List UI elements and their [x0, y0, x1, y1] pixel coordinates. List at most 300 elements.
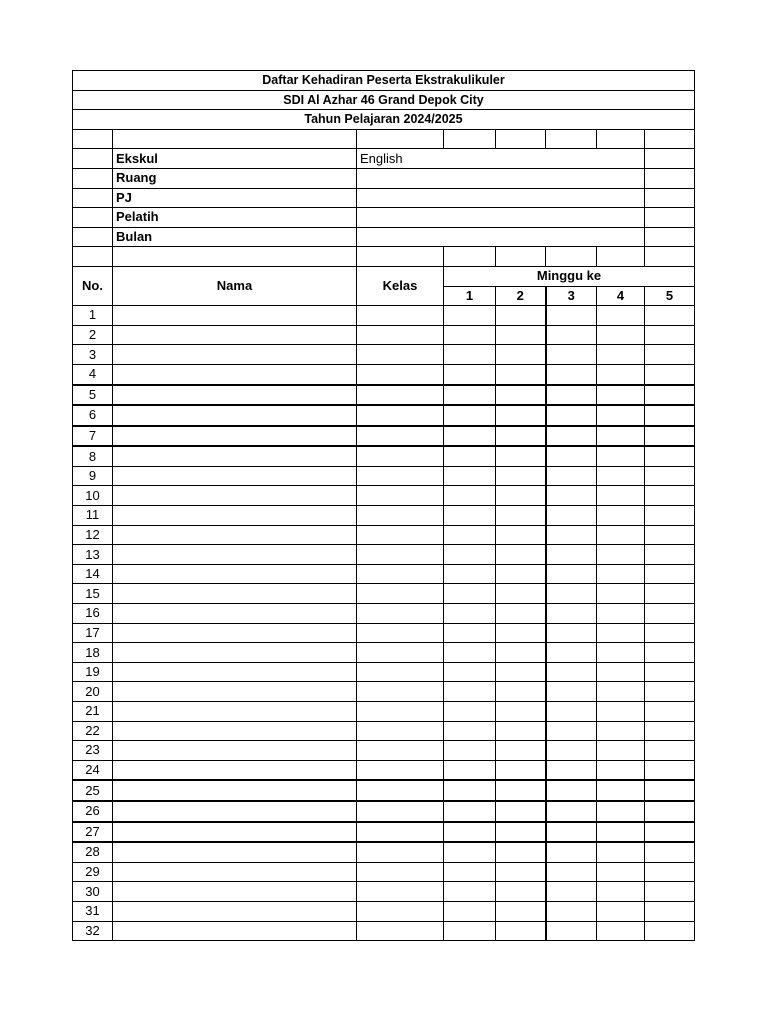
nama-cell[interactable]: [113, 643, 357, 663]
week-1-cell[interactable]: [444, 682, 496, 702]
week-2-cell[interactable]: [496, 345, 546, 365]
nama-cell[interactable]: [113, 506, 357, 526]
table-row: [73, 822, 695, 843]
pj-label: PJ: [113, 188, 357, 208]
week-5-cell[interactable]: [645, 584, 695, 604]
kelas-cell[interactable]: [357, 584, 444, 604]
table-row: [73, 780, 695, 801]
ruang-label: Ruang: [113, 168, 357, 188]
week-5-cell[interactable]: [645, 446, 695, 466]
table-row: [73, 564, 695, 584]
week-5-cell[interactable]: [645, 525, 695, 545]
week-4-cell[interactable]: [597, 901, 645, 921]
week-4-cell[interactable]: [597, 405, 645, 426]
week-5-cell[interactable]: [645, 882, 695, 902]
ekskul-value[interactable]: English: [357, 149, 645, 169]
week-1-cell[interactable]: [444, 584, 496, 604]
week-3-cell[interactable]: [546, 545, 597, 565]
week-4-cell[interactable]: [597, 584, 645, 604]
week-1-cell[interactable]: [444, 882, 496, 902]
nama-cell[interactable]: [113, 525, 357, 545]
row-number: 3: [73, 345, 113, 365]
week-1-cell[interactable]: [444, 643, 496, 663]
pj-value[interactable]: [357, 188, 645, 208]
week-4-cell[interactable]: [597, 822, 645, 843]
kelas-cell[interactable]: [357, 345, 444, 365]
pelatih-value[interactable]: [357, 208, 645, 228]
week-2-cell[interactable]: [496, 662, 546, 682]
row-number: 16: [73, 604, 113, 624]
week-5-cell[interactable]: [645, 741, 695, 761]
week-2-cell[interactable]: [496, 564, 546, 584]
kelas-cell[interactable]: [357, 760, 444, 780]
week-3-cell[interactable]: [546, 822, 597, 843]
nama-cell[interactable]: [113, 780, 357, 801]
week-5-cell[interactable]: [645, 604, 695, 624]
week-1-cell[interactable]: [444, 545, 496, 565]
week-4-cell[interactable]: [597, 682, 645, 702]
nama-cell[interactable]: [113, 306, 357, 326]
week-5-cell[interactable]: [645, 405, 695, 426]
week-4-cell[interactable]: [597, 325, 645, 345]
row-number: 18: [73, 643, 113, 663]
week-3-cell[interactable]: [546, 525, 597, 545]
week-4-cell[interactable]: [597, 643, 645, 663]
row-number: 23: [73, 741, 113, 761]
row-number: 5: [73, 385, 113, 406]
week-1-cell[interactable]: [444, 525, 496, 545]
bulan-value[interactable]: [357, 227, 645, 247]
nama-cell[interactable]: [113, 862, 357, 882]
row-number: 21: [73, 702, 113, 722]
kelas-cell[interactable]: [357, 506, 444, 526]
week-5-cell[interactable]: [645, 345, 695, 365]
table-row: [73, 446, 695, 466]
table-row: [73, 623, 695, 643]
kelas-cell[interactable]: [357, 385, 444, 406]
week-5-cell[interactable]: [645, 721, 695, 741]
week-3-cell[interactable]: [546, 506, 597, 526]
week-1-cell[interactable]: [444, 604, 496, 624]
week-4-cell[interactable]: [597, 721, 645, 741]
week-5-cell[interactable]: [645, 385, 695, 406]
week-5-cell[interactable]: [645, 325, 695, 345]
week-2-cell[interactable]: [496, 721, 546, 741]
kelas-cell[interactable]: [357, 901, 444, 921]
kelas-cell[interactable]: [357, 662, 444, 682]
week-5-cell[interactable]: [645, 643, 695, 663]
week-5-cell[interactable]: [645, 466, 695, 486]
row-number: 17: [73, 623, 113, 643]
week-2-header: 2: [496, 286, 546, 306]
week-1-cell[interactable]: [444, 623, 496, 643]
week-1-cell[interactable]: [444, 364, 496, 384]
week-2-cell[interactable]: [496, 506, 546, 526]
week-2-cell[interactable]: [496, 486, 546, 506]
row-number: 6: [73, 405, 113, 426]
kelas-cell[interactable]: [357, 702, 444, 722]
week-5-cell[interactable]: [645, 306, 695, 326]
table-row: [73, 862, 695, 882]
week-2-cell[interactable]: [496, 741, 546, 761]
week-3-cell[interactable]: [546, 682, 597, 702]
week-2-cell[interactable]: [496, 426, 546, 447]
table-row: [73, 760, 695, 780]
week-2-cell[interactable]: [496, 862, 546, 882]
week-3-cell[interactable]: [546, 623, 597, 643]
week-2-cell[interactable]: [496, 623, 546, 643]
week-3-cell[interactable]: [546, 760, 597, 780]
week-1-cell[interactable]: [444, 466, 496, 486]
week-4-cell[interactable]: [597, 760, 645, 780]
table-row: [73, 882, 695, 902]
row-number: 24: [73, 760, 113, 780]
kelas-cell[interactable]: [357, 623, 444, 643]
kelas-cell[interactable]: [357, 643, 444, 663]
week-3-cell[interactable]: [546, 564, 597, 584]
week-3-cell[interactable]: [546, 385, 597, 406]
week-5-cell[interactable]: [645, 545, 695, 565]
week-1-cell[interactable]: [444, 760, 496, 780]
table-row: [73, 385, 695, 406]
week-1-cell[interactable]: [444, 801, 496, 822]
week-1-cell[interactable]: [444, 385, 496, 406]
nama-cell[interactable]: [113, 921, 357, 941]
week-2-cell[interactable]: [496, 405, 546, 426]
week-2-cell[interactable]: [496, 364, 546, 384]
week-4-cell[interactable]: [597, 506, 645, 526]
school-year: Tahun Pelajaran 2024/2025: [73, 110, 695, 130]
table-row: [73, 466, 695, 486]
kelas-cell[interactable]: [357, 325, 444, 345]
week-5-cell[interactable]: [645, 506, 695, 526]
nama-cell[interactable]: [113, 760, 357, 780]
nama-cell[interactable]: [113, 822, 357, 843]
nama-cell[interactable]: [113, 842, 357, 862]
kelas-cell[interactable]: [357, 842, 444, 862]
kelas-cell[interactable]: [357, 682, 444, 702]
table-row: [73, 643, 695, 663]
nama-cell[interactable]: [113, 662, 357, 682]
kelas-cell[interactable]: [357, 721, 444, 741]
week-4-cell[interactable]: [597, 741, 645, 761]
week-2-cell[interactable]: [496, 801, 546, 822]
week-4-cell[interactable]: [597, 306, 645, 326]
week-1-cell[interactable]: [444, 780, 496, 801]
week-4-cell[interactable]: [597, 345, 645, 365]
week-3-cell[interactable]: [546, 901, 597, 921]
week-2-cell[interactable]: [496, 545, 546, 565]
week-5-cell[interactable]: [645, 426, 695, 447]
week-4-cell[interactable]: [597, 662, 645, 682]
row-number: 19: [73, 662, 113, 682]
week-4-cell[interactable]: [597, 466, 645, 486]
week-3-cell[interactable]: [546, 741, 597, 761]
kelas-cell[interactable]: [357, 306, 444, 326]
week-3-cell[interactable]: [546, 780, 597, 801]
nama-cell[interactable]: [113, 486, 357, 506]
table-row: [73, 405, 695, 426]
week-2-cell[interactable]: [496, 446, 546, 466]
week-4-cell[interactable]: [597, 564, 645, 584]
nama-cell[interactable]: [113, 741, 357, 761]
kelas-cell[interactable]: [357, 921, 444, 941]
week-1-cell[interactable]: [444, 405, 496, 426]
week-5-header: 5: [645, 286, 695, 306]
week-3-cell[interactable]: [546, 643, 597, 663]
week-5-cell[interactable]: [645, 486, 695, 506]
nama-cell[interactable]: [113, 604, 357, 624]
week-1-cell[interactable]: [444, 426, 496, 447]
week-5-cell[interactable]: [645, 564, 695, 584]
kelas-cell[interactable]: [357, 741, 444, 761]
table-row: [73, 525, 695, 545]
nama-cell[interactable]: [113, 466, 357, 486]
week-1-cell[interactable]: [444, 345, 496, 365]
row-number: 9: [73, 466, 113, 486]
week-4-cell[interactable]: [597, 604, 645, 624]
table-row: [73, 662, 695, 682]
week-1-cell[interactable]: [444, 702, 496, 722]
kelas-cell[interactable]: [357, 364, 444, 384]
week-1-cell[interactable]: [444, 741, 496, 761]
week-5-cell[interactable]: [645, 822, 695, 843]
kelas-cell[interactable]: [357, 862, 444, 882]
week-3-cell[interactable]: [546, 446, 597, 466]
nama-cell[interactable]: [113, 882, 357, 902]
attendance-sheet: [72, 70, 695, 941]
week-3-cell[interactable]: [546, 306, 597, 326]
table-row: [73, 721, 695, 741]
week-5-cell[interactable]: [645, 780, 695, 801]
table-row: [73, 741, 695, 761]
week-2-cell[interactable]: [496, 643, 546, 663]
kelas-cell[interactable]: [357, 801, 444, 822]
week-3-cell[interactable]: [546, 426, 597, 447]
week-3-cell[interactable]: [546, 842, 597, 862]
nama-cell[interactable]: [113, 623, 357, 643]
week-2-cell[interactable]: [496, 525, 546, 545]
week-3-cell[interactable]: [546, 345, 597, 365]
week-4-cell[interactable]: [597, 862, 645, 882]
week-4-cell[interactable]: [597, 921, 645, 941]
kelas-cell[interactable]: [357, 822, 444, 843]
week-3-cell[interactable]: [546, 662, 597, 682]
week-4-cell[interactable]: [597, 446, 645, 466]
row-number: 7: [73, 426, 113, 447]
week-2-cell[interactable]: [496, 466, 546, 486]
week-5-cell[interactable]: [645, 623, 695, 643]
week-5-cell[interactable]: [645, 662, 695, 682]
week-1-cell[interactable]: [444, 721, 496, 741]
row-number: 32: [73, 921, 113, 941]
nama-cell[interactable]: [113, 801, 357, 822]
pelatih-label: Pelatih: [113, 208, 357, 228]
no-header: No.: [73, 266, 113, 305]
kelas-cell[interactable]: [357, 545, 444, 565]
row-number: 10: [73, 486, 113, 506]
week-1-cell[interactable]: [444, 862, 496, 882]
week-4-cell[interactable]: [597, 623, 645, 643]
ruang-value[interactable]: [357, 168, 645, 188]
week-3-cell[interactable]: [546, 801, 597, 822]
nama-cell[interactable]: [113, 446, 357, 466]
table-row: [73, 604, 695, 624]
week-4-cell[interactable]: [597, 882, 645, 902]
table-row: [73, 364, 695, 384]
nama-cell[interactable]: [113, 564, 357, 584]
week-2-cell[interactable]: [496, 385, 546, 406]
table-row: [73, 545, 695, 565]
week-1-header: 1: [444, 286, 496, 306]
week-2-cell[interactable]: [496, 306, 546, 326]
week-5-cell[interactable]: [645, 921, 695, 941]
week-2-cell[interactable]: [496, 882, 546, 902]
week-1-cell[interactable]: [444, 921, 496, 941]
week-4-header: 4: [597, 286, 645, 306]
week-2-cell[interactable]: [496, 780, 546, 801]
week-5-cell[interactable]: [645, 364, 695, 384]
table-row: [73, 486, 695, 506]
row-number: 2: [73, 325, 113, 345]
row-number: 29: [73, 862, 113, 882]
nama-cell[interactable]: [113, 584, 357, 604]
row-number: 1: [73, 306, 113, 326]
minggu-header: Minggu ke: [444, 266, 695, 286]
nama-cell[interactable]: [113, 405, 357, 426]
table-row: [73, 901, 695, 921]
week-3-cell[interactable]: [546, 702, 597, 722]
week-3-cell[interactable]: [546, 486, 597, 506]
week-3-cell[interactable]: [546, 604, 597, 624]
week-5-cell[interactable]: [645, 901, 695, 921]
ekskul-label: Ekskul: [113, 149, 357, 169]
week-2-cell[interactable]: [496, 760, 546, 780]
week-5-cell[interactable]: [645, 682, 695, 702]
week-2-cell[interactable]: [496, 604, 546, 624]
week-4-cell[interactable]: [597, 801, 645, 822]
week-1-cell[interactable]: [444, 506, 496, 526]
week-4-cell[interactable]: [597, 426, 645, 447]
week-1-cell[interactable]: [444, 822, 496, 843]
week-4-cell[interactable]: [597, 364, 645, 384]
week-2-cell[interactable]: [496, 901, 546, 921]
nama-cell[interactable]: [113, 345, 357, 365]
table-row: [73, 921, 695, 941]
kelas-cell[interactable]: [357, 446, 444, 466]
nama-cell[interactable]: [113, 721, 357, 741]
nama-cell[interactable]: [113, 702, 357, 722]
nama-cell[interactable]: [113, 545, 357, 565]
week-4-cell[interactable]: [597, 385, 645, 406]
kelas-cell[interactable]: [357, 405, 444, 426]
kelas-cell[interactable]: [357, 604, 444, 624]
week-2-cell[interactable]: [496, 842, 546, 862]
kelas-cell[interactable]: [357, 882, 444, 902]
week-2-cell[interactable]: [496, 682, 546, 702]
week-1-cell[interactable]: [444, 306, 496, 326]
nama-cell[interactable]: [113, 325, 357, 345]
week-1-cell[interactable]: [444, 901, 496, 921]
kelas-cell[interactable]: [357, 780, 444, 801]
row-number: 12: [73, 525, 113, 545]
week-4-cell[interactable]: [597, 525, 645, 545]
week-2-cell[interactable]: [496, 702, 546, 722]
week-4-cell[interactable]: [597, 780, 645, 801]
week-1-cell[interactable]: [444, 486, 496, 506]
week-5-cell[interactable]: [645, 801, 695, 822]
week-5-cell[interactable]: [645, 760, 695, 780]
week-4-cell[interactable]: [597, 486, 645, 506]
attendance-table: [72, 70, 695, 941]
week-4-cell[interactable]: [597, 545, 645, 565]
school-name: SDI Al Azhar 46 Grand Depok City: [73, 90, 695, 110]
week-3-cell[interactable]: [546, 721, 597, 741]
kelas-cell[interactable]: [357, 466, 444, 486]
week-5-cell[interactable]: [645, 842, 695, 862]
table-row: [73, 506, 695, 526]
table-row: [73, 584, 695, 604]
week-3-cell[interactable]: [546, 466, 597, 486]
kelas-cell[interactable]: [357, 525, 444, 545]
week-5-cell[interactable]: [645, 862, 695, 882]
nama-cell[interactable]: [113, 364, 357, 384]
week-3-cell[interactable]: [546, 921, 597, 941]
table-row: [73, 682, 695, 702]
kelas-cell[interactable]: [357, 426, 444, 447]
week-1-cell[interactable]: [444, 325, 496, 345]
nama-cell[interactable]: [113, 426, 357, 447]
week-2-cell[interactable]: [496, 325, 546, 345]
week-4-cell[interactable]: [597, 702, 645, 722]
nama-cell[interactable]: [113, 901, 357, 921]
kelas-cell[interactable]: [357, 564, 444, 584]
nama-cell[interactable]: [113, 385, 357, 406]
week-1-cell[interactable]: [444, 842, 496, 862]
week-3-cell[interactable]: [546, 325, 597, 345]
row-number: 22: [73, 721, 113, 741]
week-1-cell[interactable]: [444, 446, 496, 466]
week-2-cell[interactable]: [496, 921, 546, 941]
nama-header: Nama: [113, 266, 357, 305]
week-5-cell[interactable]: [645, 702, 695, 722]
row-number: 31: [73, 901, 113, 921]
table-row: [73, 325, 695, 345]
week-3-cell[interactable]: [546, 584, 597, 604]
bulan-label: Bulan: [113, 227, 357, 247]
week-4-cell[interactable]: [597, 842, 645, 862]
week-2-cell[interactable]: [496, 822, 546, 843]
week-3-cell[interactable]: [546, 405, 597, 426]
week-1-cell[interactable]: [444, 564, 496, 584]
nama-cell[interactable]: [113, 682, 357, 702]
week-3-cell[interactable]: [546, 862, 597, 882]
row-number: 8: [73, 446, 113, 466]
table-row: [73, 426, 695, 447]
week-1-cell[interactable]: [444, 662, 496, 682]
row-number: 26: [73, 801, 113, 822]
week-3-cell[interactable]: [546, 364, 597, 384]
kelas-cell[interactable]: [357, 486, 444, 506]
table-row: [73, 801, 695, 822]
week-3-cell[interactable]: [546, 882, 597, 902]
row-number: 11: [73, 506, 113, 526]
sheet-title: Daftar Kehadiran Peserta Ekstrakulikuler: [73, 71, 695, 91]
row-number: 27: [73, 822, 113, 843]
row-number: 25: [73, 780, 113, 801]
week-2-cell[interactable]: [496, 584, 546, 604]
row-number: 14: [73, 564, 113, 584]
